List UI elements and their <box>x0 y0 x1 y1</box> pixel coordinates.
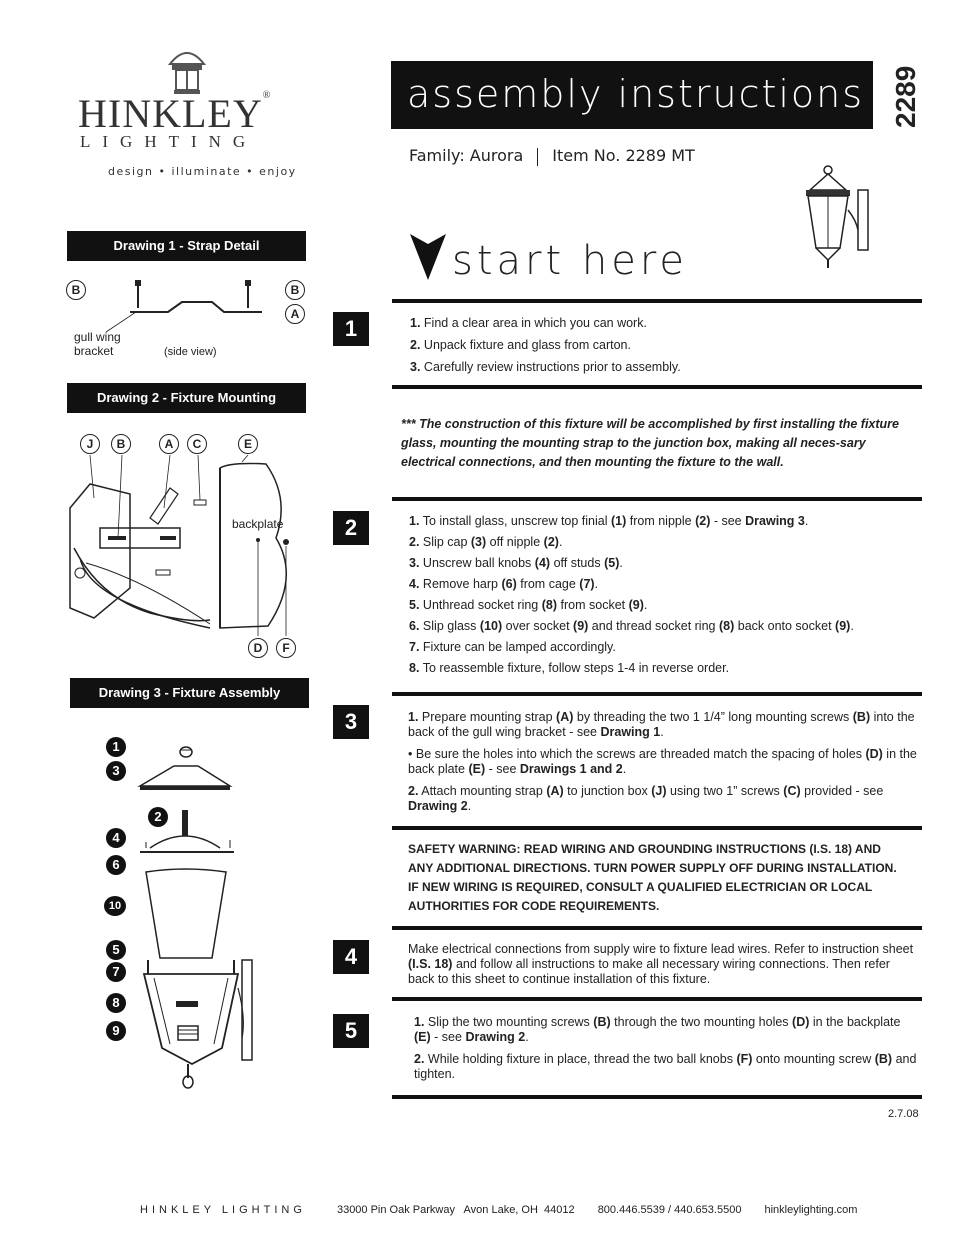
backplate-label: backplate <box>232 517 284 531</box>
rule-step2-top <box>392 497 922 501</box>
step2-line-4: 4. Remove harp (6) from cage (7). <box>409 577 599 591</box>
rule-step4-top <box>392 926 922 930</box>
step-5-badge: 5 <box>333 1014 369 1048</box>
step-3-text <box>408 710 918 820</box>
side-view-label: (side view) <box>164 346 217 358</box>
footer-website[interactable]: hinkleylighting.com <box>764 1204 858 1216</box>
part-1: 1 <box>106 737 126 757</box>
step-4-badge: 4 <box>333 940 369 974</box>
label-b-left: B <box>66 280 86 300</box>
step-3-badge: 3 <box>333 705 369 739</box>
rule-step1-bottom <box>392 385 922 389</box>
part-10: 10 <box>104 896 126 916</box>
label-f: F <box>276 638 296 658</box>
label-b-right: B <box>285 280 305 300</box>
fixture-illustration <box>790 160 880 275</box>
start-here-heading: start here <box>452 238 689 284</box>
label-a: A <box>285 304 305 324</box>
footer-phone: 800.446.5539 / 440.653.5500 <box>597 1204 742 1216</box>
part-6: 6 <box>106 855 126 875</box>
footer-address: 33000 Pin Oak Parkway Avon Lake, OH 44012 <box>336 1204 575 1216</box>
step2-line-7: 7. Fixture can be lamped accordingly. <box>409 640 616 654</box>
rule-step1-top <box>392 299 922 303</box>
part-2: 2 <box>148 807 168 827</box>
part-4: 4 <box>106 828 126 848</box>
label-c: C <box>187 434 207 454</box>
drawing-2-fixture-mounting <box>60 428 320 668</box>
drawing-3-header: Drawing 3 - Fixture Assembly <box>70 678 309 708</box>
step1-line-1: 1. Find a clear area in which you can work. <box>410 316 647 330</box>
logo-wordmark: HINKLEY <box>78 91 263 136</box>
revision-date: 2.7.08 <box>888 1108 919 1120</box>
exploded-fixture-diagram <box>130 728 270 1098</box>
rule-step3-top <box>392 692 922 696</box>
family-label: Family: Aurora <box>409 146 524 165</box>
drawing-2-header: Drawing 2 - Fixture Mounting <box>67 383 306 413</box>
step1-line-3: 3. Carefully review instructions prior to assembly. <box>410 360 681 374</box>
step3-para-2: • Be sure the holes into which the screws are threaded match the spacing of holes (D) in the back plate (E) - see Drawings 1 and 2. <box>408 747 917 776</box>
registered-mark: ® <box>262 90 271 101</box>
step-4-text: Make electrical connections from supply wire to fixture lead wires. Refer to instruction sheet (I.S. 18) and follow all instructions to make all necessary wiring connections. Then refer back to this sheet to continue installation of this fixture. <box>408 942 914 986</box>
drawing-1-header: Drawing 1 - Strap Detail <box>67 231 306 261</box>
part-8: 8 <box>106 993 126 1013</box>
step3-para-1: 1. Prepare mounting strap (A) by threading the two 1 1/4” long mounting screws (B) into the back of the gull wing bracket - see Drawing 1. <box>408 710 915 739</box>
rule-step5-bottom <box>392 1095 922 1099</box>
step3-para-3: 2. Attach mounting strap (A) to junction box (J) using two 1” screws (C) provided - see Drawing 2. <box>408 784 884 813</box>
gull-wing-label: gull wing <box>74 330 121 344</box>
part-7: 7 <box>106 962 126 982</box>
label-b: B <box>111 434 131 454</box>
step-2-text <box>409 514 919 682</box>
logo <box>72 42 312 182</box>
step2-line-3: 3. Unscrew ball knobs (4) off studs (5). <box>409 556 623 570</box>
step2-line-5: 5. Unthread socket ring (8) from socket (9). <box>409 598 648 612</box>
footer <box>140 1204 920 1216</box>
logo-tagline: design • illuminate • enjoy <box>108 165 297 178</box>
family-item-line <box>409 146 695 166</box>
step5-para-1: 1. Slip the two mounting screws (B) through the two mounting holes (D) in the backplate (E) - see Drawing 2. <box>414 1015 901 1044</box>
step-1-text <box>410 316 910 381</box>
start-arrow-icon <box>410 234 446 280</box>
label-a: A <box>159 434 179 454</box>
bracket-label: bracket <box>74 344 114 358</box>
step2-line-8: 8. To reassemble fixture, follow steps 1-4 in reverse order. <box>409 661 730 675</box>
footer-brand: HINKLEY LIGHTING <box>140 1204 306 1216</box>
label-e: E <box>238 434 258 454</box>
step-5-text <box>414 1015 919 1088</box>
drawing-1-strap-detail <box>60 272 320 364</box>
step2-line-6: 6. Slip glass (10) over socket (9) and thread socket ring (8) back onto socket (9). <box>409 619 854 633</box>
part-5: 5 <box>106 940 126 960</box>
step2-line-1: 1. To install glass, unscrew top finial (1) from nipple (2) - see Drawing 3. <box>409 514 809 528</box>
step5-para-2: 2. While holding fixture in place, thread the two ball knobs (F) onto mounting screw (B) and tighten. <box>414 1052 917 1081</box>
step-1-badge: 1 <box>333 312 369 346</box>
lantern-logo-icon <box>162 42 212 94</box>
safety-warning: SAFETY WARNING: READ WIRING AND GROUNDING INSTRUCTIONS (I.S. 18) AND ANY ADDITIONAL DIRECTIONS. TURN POWER SUPPLY OFF DURING INSTALLATION. IF NEW WIRING IS REQUIRED, CONSULT A QUALIFIED ELECTRICIAN OR LOCAL AUTHORITIES FOR CODE REQUIREMENTS. <box>408 842 897 913</box>
mounting-diagram <box>60 428 320 668</box>
rule-step3-bottom <box>392 826 922 830</box>
part-3: 3 <box>106 761 126 781</box>
step2-line-2: 2. Slip cap (3) off nipple (2). <box>409 535 563 549</box>
logo-subtitle: LIGHTING <box>80 132 258 151</box>
drawing-3-fixture-assembly <box>100 728 270 1098</box>
rule-step5-top <box>392 997 922 1001</box>
page-title: assembly instructions <box>391 61 873 129</box>
construction-note: *** The construction of this fixture will be accomplished by first installing the fixture glass, mounting the mounting strap to the junction box, making all neces-sary electrical connections, and then mounting the fixture to the wall. <box>401 417 899 469</box>
step1-line-2: 2. Unpack fixture and glass from carton. <box>410 338 631 352</box>
part-9: 9 <box>106 1021 126 1041</box>
step-2-badge: 2 <box>333 511 369 545</box>
label-j: J <box>80 434 100 454</box>
item-label: Item No. 2289 MT <box>552 146 695 165</box>
item-code-vertical: 2289 <box>890 65 921 128</box>
label-d: D <box>248 638 268 658</box>
